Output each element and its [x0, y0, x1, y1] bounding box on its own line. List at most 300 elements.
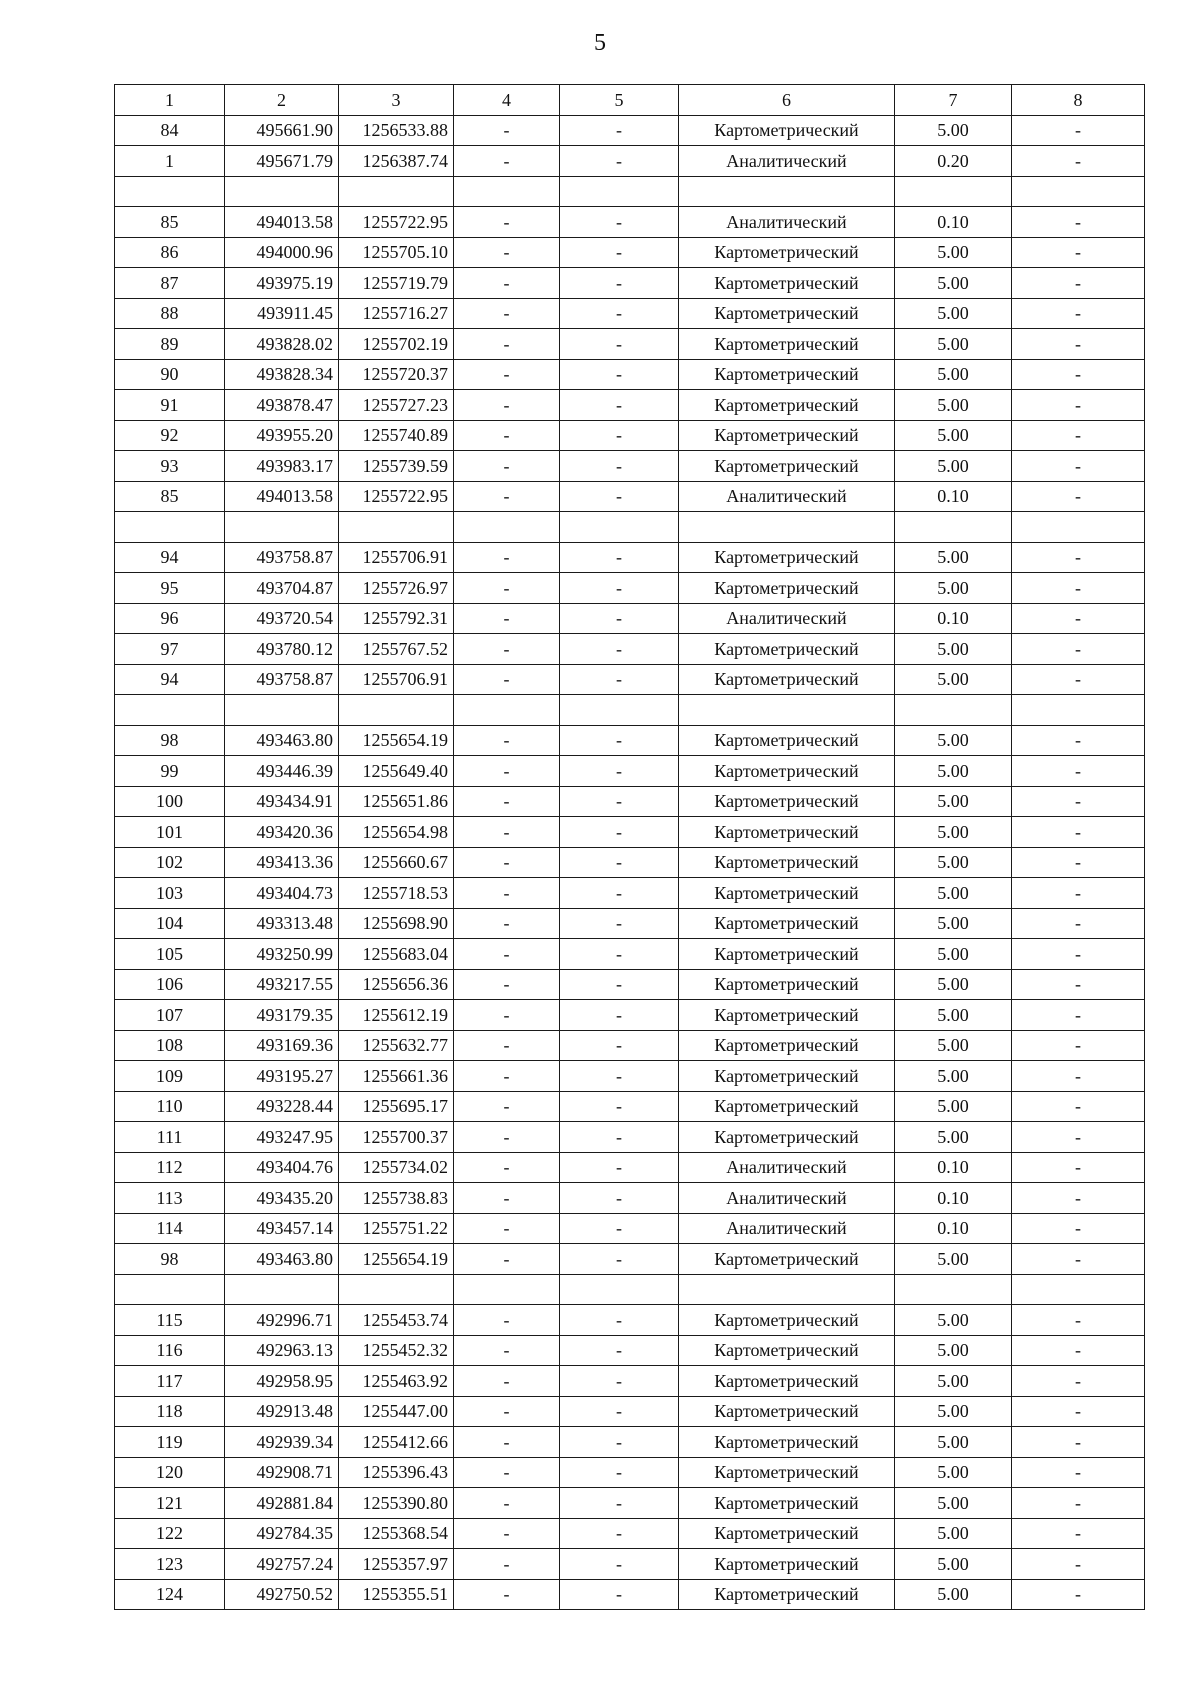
table-cell: Картометрический	[679, 1549, 895, 1580]
table-cell: -	[1012, 207, 1145, 238]
table-cell: -	[1012, 1335, 1145, 1366]
empty-cell	[339, 176, 454, 207]
empty-cell	[339, 695, 454, 726]
table-cell: -	[560, 1244, 679, 1275]
table-cell: 118	[115, 1396, 225, 1427]
table-cell: -	[454, 603, 560, 634]
header-cell: 8	[1012, 85, 1145, 116]
table-cell: 91	[115, 390, 225, 421]
table-cell: 493435.20	[225, 1183, 339, 1214]
empty-cell	[560, 695, 679, 726]
table-row	[115, 1518, 1145, 1549]
table-cell: 103	[115, 878, 225, 909]
table-cell: -	[1012, 268, 1145, 299]
table-cell: 1255661.36	[339, 1061, 454, 1092]
table-cell: 1255660.67	[339, 847, 454, 878]
table-cell: 5.00	[895, 1427, 1012, 1458]
table-cell: Картометрический	[679, 1122, 895, 1153]
table-cell: -	[454, 1427, 560, 1458]
table-cell: Картометрический	[679, 1030, 895, 1061]
table-row	[115, 1152, 1145, 1183]
table-cell: -	[1012, 115, 1145, 146]
table-cell: 111	[115, 1122, 225, 1153]
table-cell: 492784.35	[225, 1518, 339, 1549]
table-cell: 5.00	[895, 390, 1012, 421]
table-cell: 494000.96	[225, 237, 339, 268]
table-cell: 1255357.97	[339, 1549, 454, 1580]
table-cell: 5.00	[895, 634, 1012, 665]
empty-cell	[339, 1274, 454, 1305]
table-cell: Картометрический	[679, 1091, 895, 1122]
table-cell: 1255412.66	[339, 1427, 454, 1458]
table-cell: 1256387.74	[339, 146, 454, 177]
table-cell: 0.10	[895, 1183, 1012, 1214]
table-cell: 93	[115, 451, 225, 482]
table-cell: -	[1012, 1366, 1145, 1397]
table-cell: -	[560, 1091, 679, 1122]
empty-cell	[115, 1274, 225, 1305]
table-cell: 0.10	[895, 207, 1012, 238]
table-cell: -	[454, 481, 560, 512]
table-cell: -	[560, 878, 679, 909]
table-cell: 108	[115, 1030, 225, 1061]
table-cell: 1255698.90	[339, 908, 454, 939]
header-cell: 3	[339, 85, 454, 116]
separator-row	[115, 695, 1145, 726]
header-cell: 1	[115, 85, 225, 116]
table-cell: -	[560, 603, 679, 634]
table-cell: -	[1012, 1488, 1145, 1519]
table-cell: Картометрический	[679, 1000, 895, 1031]
table-cell: 5.00	[895, 1061, 1012, 1092]
table-cell: 94	[115, 542, 225, 573]
table-cell: -	[454, 1244, 560, 1275]
table-cell: Картометрический	[679, 1335, 895, 1366]
table-cell: 493179.35	[225, 1000, 339, 1031]
table-cell: -	[454, 390, 560, 421]
table-cell: 105	[115, 939, 225, 970]
table-row	[115, 1579, 1145, 1610]
table-cell: Картометрический	[679, 969, 895, 1000]
table-cell: -	[454, 1518, 560, 1549]
table-row	[115, 420, 1145, 451]
table-cell: Аналитический	[679, 1152, 895, 1183]
table-cell: -	[1012, 542, 1145, 573]
header-cell: 5	[560, 85, 679, 116]
table-cell: 5.00	[895, 1244, 1012, 1275]
header-row	[115, 85, 1145, 116]
empty-cell	[560, 1274, 679, 1305]
table-cell: 493878.47	[225, 390, 339, 421]
table-cell: 1255734.02	[339, 1152, 454, 1183]
table-cell: 5.00	[895, 847, 1012, 878]
table-cell: -	[1012, 1244, 1145, 1275]
table-cell: Картометрический	[679, 908, 895, 939]
table-row	[115, 1457, 1145, 1488]
table-row	[115, 1549, 1145, 1580]
table-cell: Картометрический	[679, 1427, 895, 1458]
table-cell: 98	[115, 725, 225, 756]
table-cell: 5.00	[895, 1000, 1012, 1031]
table-cell: 124	[115, 1579, 225, 1610]
table-cell: 1255651.86	[339, 786, 454, 817]
table-cell: -	[560, 1152, 679, 1183]
table-cell: 493911.45	[225, 298, 339, 329]
table-row	[115, 939, 1145, 970]
table-cell: Картометрический	[679, 420, 895, 451]
table-body	[115, 85, 1145, 1610]
table-row	[115, 1122, 1145, 1153]
table-row	[115, 542, 1145, 573]
table-row	[115, 359, 1145, 390]
table-cell: -	[454, 1305, 560, 1336]
empty-cell	[560, 176, 679, 207]
table-cell: 5.00	[895, 1030, 1012, 1061]
table-cell: 114	[115, 1213, 225, 1244]
table-cell: 89	[115, 329, 225, 360]
table-row	[115, 1427, 1145, 1458]
table-cell: -	[1012, 817, 1145, 848]
table-cell: -	[560, 298, 679, 329]
table-cell: 5.00	[895, 1305, 1012, 1336]
table-cell: 1255447.00	[339, 1396, 454, 1427]
table-cell: Картометрический	[679, 115, 895, 146]
empty-cell	[225, 695, 339, 726]
table-row	[115, 390, 1145, 421]
table-cell: 493457.14	[225, 1213, 339, 1244]
coordinates-table	[114, 84, 1145, 1610]
table-cell: 1255726.97	[339, 573, 454, 604]
table-cell: 0.10	[895, 603, 1012, 634]
table-cell: -	[1012, 603, 1145, 634]
table-row	[115, 1396, 1145, 1427]
table-cell: 1255738.83	[339, 1183, 454, 1214]
table-cell: 493247.95	[225, 1122, 339, 1153]
table-cell: -	[454, 1488, 560, 1519]
table-cell: -	[454, 847, 560, 878]
table-cell: 493413.36	[225, 847, 339, 878]
empty-cell	[454, 176, 560, 207]
table-cell: 88	[115, 298, 225, 329]
table-cell: Картометрический	[679, 268, 895, 299]
table-cell: -	[560, 420, 679, 451]
table-row	[115, 847, 1145, 878]
table-cell: -	[454, 1061, 560, 1092]
empty-cell	[679, 1274, 895, 1305]
table-cell: 116	[115, 1335, 225, 1366]
table-cell: 5.00	[895, 329, 1012, 360]
header-cell: 4	[454, 85, 560, 116]
table-cell: 1	[115, 146, 225, 177]
table-cell: 100	[115, 786, 225, 817]
table-cell: 5.00	[895, 969, 1012, 1000]
table-cell: 5.00	[895, 1091, 1012, 1122]
table-cell: 1255683.04	[339, 939, 454, 970]
table-cell: -	[560, 1579, 679, 1610]
header-cell: 7	[895, 85, 1012, 116]
table-cell: -	[560, 908, 679, 939]
table-cell: -	[560, 1122, 679, 1153]
table-row	[115, 969, 1145, 1000]
table-row	[115, 786, 1145, 817]
table-row	[115, 1061, 1145, 1092]
empty-cell	[895, 695, 1012, 726]
table-cell: -	[454, 786, 560, 817]
table-cell: 493434.91	[225, 786, 339, 817]
table-cell: 115	[115, 1305, 225, 1336]
page-number: 5	[594, 30, 606, 56]
table-cell: 113	[115, 1183, 225, 1214]
table-row	[115, 1244, 1145, 1275]
table-cell: -	[454, 1122, 560, 1153]
table-cell: 493975.19	[225, 268, 339, 299]
table-cell: Картометрический	[679, 1244, 895, 1275]
table-cell: 1255722.95	[339, 481, 454, 512]
table-cell: -	[1012, 1213, 1145, 1244]
table-cell: Картометрический	[679, 756, 895, 787]
table-row	[115, 268, 1145, 299]
table-row	[115, 1183, 1145, 1214]
table-cell: 1255654.98	[339, 817, 454, 848]
table-cell: -	[1012, 1396, 1145, 1427]
table-cell: -	[1012, 1579, 1145, 1610]
table-cell: 493720.54	[225, 603, 339, 634]
table-cell: -	[454, 115, 560, 146]
table-cell: -	[454, 207, 560, 238]
table-cell: 92	[115, 420, 225, 451]
table-cell: 493463.80	[225, 725, 339, 756]
table-cell: 493780.12	[225, 634, 339, 665]
table-cell: 1255719.79	[339, 268, 454, 299]
table-cell: 117	[115, 1366, 225, 1397]
table-row	[115, 1335, 1145, 1366]
table-cell: -	[1012, 1457, 1145, 1488]
table-cell: Аналитический	[679, 603, 895, 634]
table-cell: -	[1012, 390, 1145, 421]
table-row	[115, 634, 1145, 665]
table-row	[115, 603, 1145, 634]
table-cell: 0.10	[895, 1152, 1012, 1183]
table-cell: 119	[115, 1427, 225, 1458]
table-cell: 5.00	[895, 542, 1012, 573]
separator-row	[115, 512, 1145, 543]
table-cell: -	[454, 878, 560, 909]
table-row	[115, 1000, 1145, 1031]
table-cell: 493758.87	[225, 664, 339, 695]
table-cell: Картометрический	[679, 1488, 895, 1519]
table-cell: -	[1012, 969, 1145, 1000]
table-cell: -	[1012, 420, 1145, 451]
table-cell: 1255705.10	[339, 237, 454, 268]
table-cell: 87	[115, 268, 225, 299]
empty-cell	[454, 512, 560, 543]
table-cell: -	[454, 1457, 560, 1488]
table-cell: -	[560, 268, 679, 299]
table-row	[115, 1488, 1145, 1519]
empty-cell	[339, 512, 454, 543]
separator-row	[115, 176, 1145, 207]
table-cell: -	[454, 237, 560, 268]
table-cell: -	[560, 1000, 679, 1031]
table-cell: -	[560, 1427, 679, 1458]
table-cell: 493217.55	[225, 969, 339, 1000]
table-cell: 5.00	[895, 725, 1012, 756]
table-cell: -	[454, 725, 560, 756]
empty-cell	[225, 176, 339, 207]
table-cell: Аналитический	[679, 207, 895, 238]
table-cell: 102	[115, 847, 225, 878]
table-cell: -	[454, 1000, 560, 1031]
table-cell: -	[454, 1396, 560, 1427]
empty-cell	[115, 695, 225, 726]
table-cell: Картометрический	[679, 939, 895, 970]
table-row	[115, 664, 1145, 695]
table-cell: 0.10	[895, 481, 1012, 512]
empty-cell	[679, 695, 895, 726]
table-cell: 5.00	[895, 359, 1012, 390]
table-cell: 96	[115, 603, 225, 634]
table-cell: -	[560, 359, 679, 390]
table-cell: 493828.34	[225, 359, 339, 390]
table-cell: 86	[115, 237, 225, 268]
table-cell: Картометрический	[679, 847, 895, 878]
table-cell: -	[560, 664, 679, 695]
table-cell: -	[1012, 1091, 1145, 1122]
table-cell: 5.00	[895, 268, 1012, 299]
table-cell: -	[1012, 1518, 1145, 1549]
table-cell: 5.00	[895, 1488, 1012, 1519]
table-cell: 120	[115, 1457, 225, 1488]
table-cell: 1256533.88	[339, 115, 454, 146]
table-cell: -	[454, 1152, 560, 1183]
table-cell: 5.00	[895, 1122, 1012, 1153]
table-cell: -	[454, 939, 560, 970]
table-cell: -	[454, 268, 560, 299]
table-cell: -	[454, 969, 560, 1000]
table-cell: -	[454, 146, 560, 177]
table-cell: -	[560, 1488, 679, 1519]
table-cell: 101	[115, 817, 225, 848]
table-cell: -	[560, 481, 679, 512]
table-cell: -	[454, 1335, 560, 1366]
table-cell: 493404.76	[225, 1152, 339, 1183]
table-cell: 5.00	[895, 939, 1012, 970]
table-cell: 493463.80	[225, 1244, 339, 1275]
table-cell: -	[560, 451, 679, 482]
empty-cell	[1012, 512, 1145, 543]
table-cell: -	[560, 146, 679, 177]
table-cell: 1255718.53	[339, 878, 454, 909]
table-cell: -	[1012, 634, 1145, 665]
table-cell: -	[454, 1366, 560, 1397]
table-cell: 1255720.37	[339, 359, 454, 390]
table-cell: 1255739.59	[339, 451, 454, 482]
table-cell: Картометрический	[679, 451, 895, 482]
table-cell: 492963.13	[225, 1335, 339, 1366]
empty-cell	[1012, 176, 1145, 207]
table-cell: 94	[115, 664, 225, 695]
table-cell: Картометрический	[679, 390, 895, 421]
table-cell: 492908.71	[225, 1457, 339, 1488]
table-cell: 493704.87	[225, 573, 339, 604]
table-cell: Картометрический	[679, 573, 895, 604]
table-cell: Картометрический	[679, 634, 895, 665]
table-cell: -	[454, 1579, 560, 1610]
table-cell: Картометрический	[679, 1396, 895, 1427]
table-cell: 5.00	[895, 451, 1012, 482]
table-cell: 5.00	[895, 1335, 1012, 1366]
table-cell: 493404.73	[225, 878, 339, 909]
table-cell: 493983.17	[225, 451, 339, 482]
table-cell: -	[454, 420, 560, 451]
table-row	[115, 908, 1145, 939]
table-row	[115, 146, 1145, 177]
table-cell: 5.00	[895, 573, 1012, 604]
table-cell: -	[454, 1213, 560, 1244]
table-cell: 492881.84	[225, 1488, 339, 1519]
table-cell: -	[560, 756, 679, 787]
table-cell: 5.00	[895, 298, 1012, 329]
table-cell: -	[1012, 1549, 1145, 1580]
table-cell: -	[1012, 1061, 1145, 1092]
table-cell: 1255368.54	[339, 1518, 454, 1549]
table-cell: 493313.48	[225, 908, 339, 939]
table-cell: 104	[115, 908, 225, 939]
table-cell: 5.00	[895, 786, 1012, 817]
table-cell: Картометрический	[679, 298, 895, 329]
table-cell: 95	[115, 573, 225, 604]
table-cell: 121	[115, 1488, 225, 1519]
table-cell: 90	[115, 359, 225, 390]
table-cell: Картометрический	[679, 1061, 895, 1092]
table-cell: Аналитический	[679, 1213, 895, 1244]
table-cell: 5.00	[895, 1518, 1012, 1549]
table-cell: 493228.44	[225, 1091, 339, 1122]
table-cell: 1255695.17	[339, 1091, 454, 1122]
table-cell: 122	[115, 1518, 225, 1549]
table-cell: -	[454, 1030, 560, 1061]
table-cell: 493420.36	[225, 817, 339, 848]
table-cell: Картометрический	[679, 1457, 895, 1488]
table-cell: 1255722.95	[339, 207, 454, 238]
table-cell: 0.10	[895, 1213, 1012, 1244]
table-cell: Картометрический	[679, 542, 895, 573]
table-cell: 1255751.22	[339, 1213, 454, 1244]
table-cell: 493955.20	[225, 420, 339, 451]
table-row	[115, 573, 1145, 604]
table-cell: 493169.36	[225, 1030, 339, 1061]
table-cell: -	[1012, 1427, 1145, 1458]
table-cell: -	[1012, 573, 1145, 604]
table-cell: 1255706.91	[339, 664, 454, 695]
table-cell: 493758.87	[225, 542, 339, 573]
table-cell: -	[454, 1183, 560, 1214]
table-cell: -	[454, 908, 560, 939]
table-cell: 493195.27	[225, 1061, 339, 1092]
table-cell: -	[560, 542, 679, 573]
table-row	[115, 237, 1145, 268]
table-cell: -	[560, 786, 679, 817]
table-cell: -	[560, 1061, 679, 1092]
table-cell: -	[1012, 1122, 1145, 1153]
header-cell: 2	[225, 85, 339, 116]
table-cell: 5.00	[895, 817, 1012, 848]
table-cell: -	[1012, 237, 1145, 268]
empty-cell	[1012, 695, 1145, 726]
table-row	[115, 207, 1145, 238]
table-cell: 1255700.37	[339, 1122, 454, 1153]
table-row	[115, 1030, 1145, 1061]
